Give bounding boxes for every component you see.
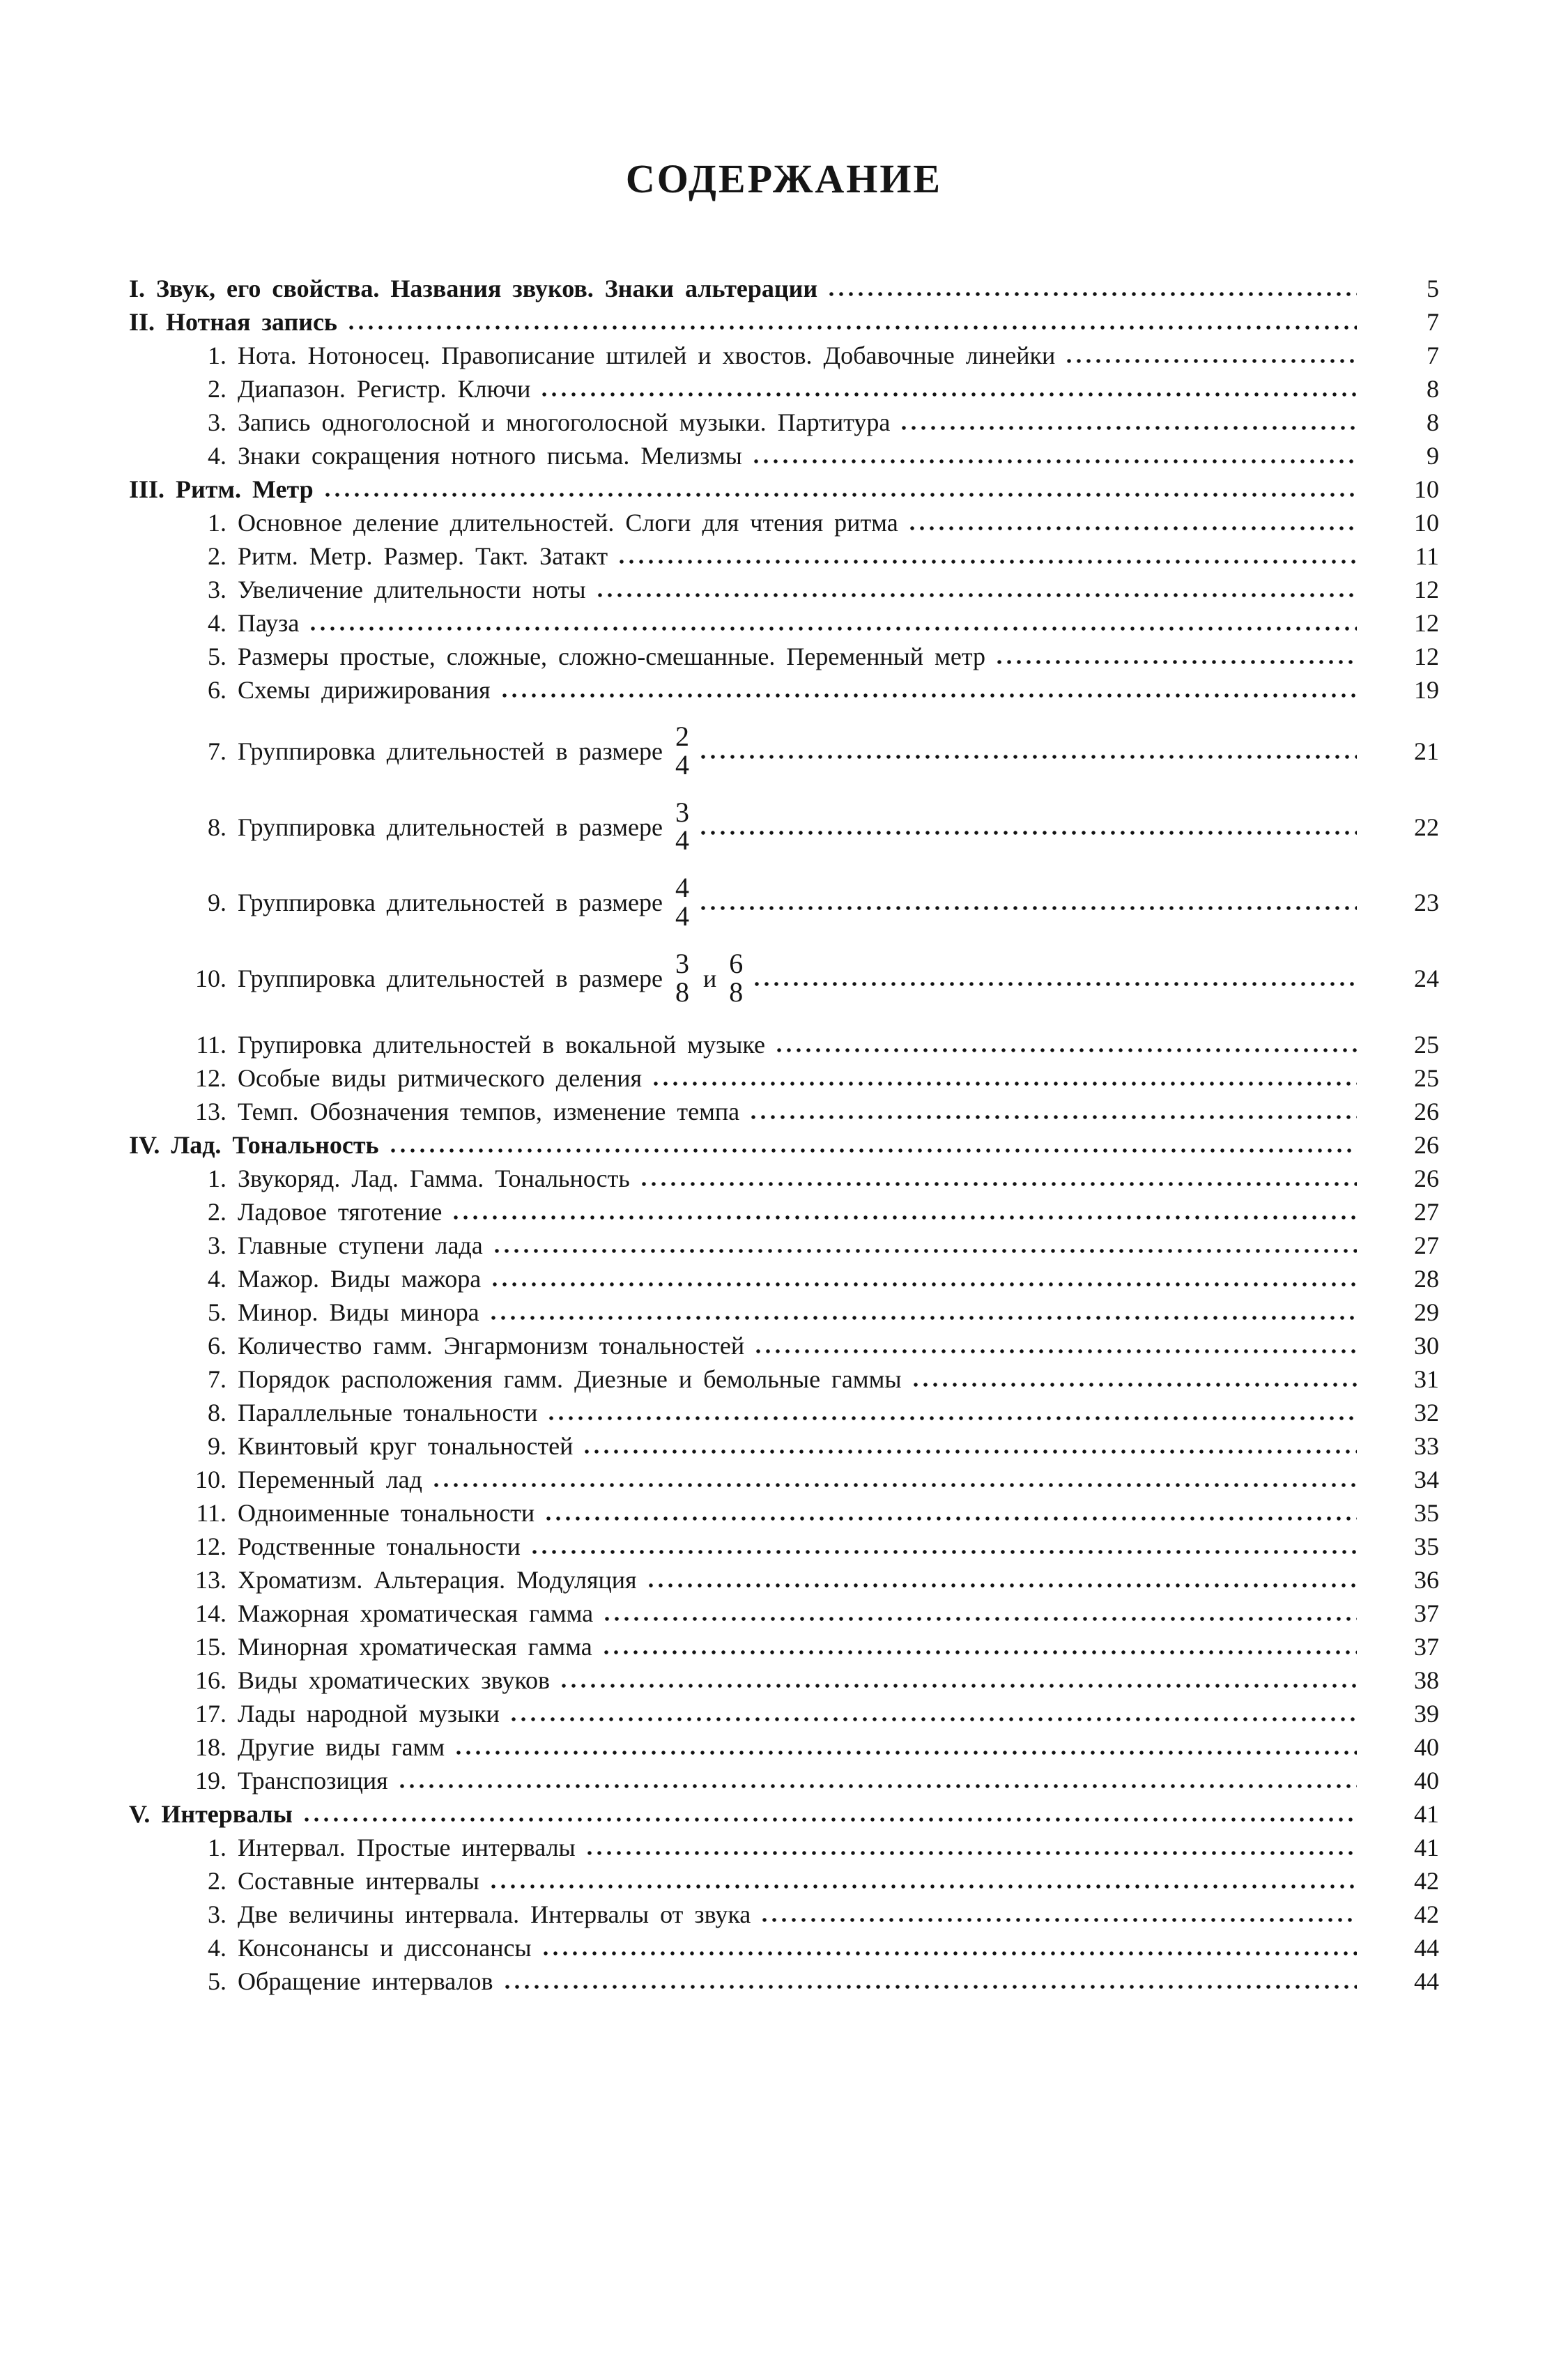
fraction-denominator: 4 bbox=[675, 900, 689, 932]
dot-leader bbox=[561, 1683, 1357, 1689]
toc-entry-label bbox=[238, 1028, 765, 1061]
toc-item-row bbox=[129, 1429, 1439, 1463]
dot-leader bbox=[653, 1081, 1357, 1086]
toc-entry-page: 21 bbox=[1414, 737, 1439, 766]
toc-entry-text: Главные ступени лада bbox=[238, 1231, 483, 1260]
toc-entry-text: Ритм. Метр. Размер. Такт. Затакт bbox=[238, 542, 608, 570]
toc-entry-number: 7. bbox=[208, 737, 226, 766]
toc-entry-label bbox=[238, 1229, 483, 1262]
toc-entry-number: 4. bbox=[208, 1934, 226, 1962]
toc-item-row bbox=[129, 606, 1439, 640]
toc-entry-number: 8. bbox=[208, 1399, 226, 1427]
toc-item-row bbox=[129, 1262, 1439, 1296]
toc-entry-number: V. bbox=[129, 1800, 151, 1829]
toc-entry-page: 39 bbox=[1414, 1700, 1439, 1728]
toc-entry-label bbox=[238, 796, 689, 859]
toc-entry-page: 11 bbox=[1415, 542, 1439, 570]
toc-entry-label bbox=[238, 1195, 442, 1229]
toc-entry-text: Звук, его свойства. Названия звуков. Знаки альтерации bbox=[156, 275, 818, 302]
toc-entry-text: Мажорная хроматическая гамма bbox=[238, 1599, 594, 1628]
toc-entry-number: 16. bbox=[195, 1666, 226, 1695]
fraction-numerator: 2 bbox=[675, 721, 689, 752]
page-title: СОДЕРЖАНИЕ bbox=[625, 156, 943, 201]
toc-entry-page: 27 bbox=[1414, 1231, 1439, 1260]
dot-leader bbox=[494, 1248, 1357, 1254]
toc-entry-number: 6. bbox=[208, 676, 226, 704]
time-signature bbox=[675, 947, 689, 1008]
toc-entry-number: 12. bbox=[195, 1532, 226, 1561]
dot-leader bbox=[304, 1817, 1357, 1822]
toc-entry-number: 1. bbox=[208, 1165, 226, 1193]
toc-item-row bbox=[129, 1597, 1439, 1630]
toc-entry-label bbox=[238, 406, 890, 439]
toc-entry-label bbox=[238, 1463, 422, 1496]
dot-leader bbox=[762, 1917, 1357, 1923]
toc-item-row bbox=[129, 406, 1439, 439]
toc-entry-number: 5. bbox=[208, 1298, 226, 1327]
toc-entry-page: 34 bbox=[1414, 1466, 1439, 1494]
toc-entry-page: 12 bbox=[1414, 643, 1439, 670]
toc-entry-label bbox=[238, 339, 1055, 372]
toc-entry-label bbox=[238, 506, 898, 539]
toc-entry-label bbox=[238, 1362, 902, 1396]
toc-entry-text: Интервалы bbox=[161, 1800, 293, 1829]
toc-entry-label bbox=[238, 872, 689, 934]
toc-entry-page: 26 bbox=[1414, 1098, 1439, 1126]
toc-entry-text: Другие виды гамм bbox=[238, 1733, 445, 1762]
toc-entry-label bbox=[238, 1597, 593, 1630]
toc-page bbox=[0, 156, 1568, 2375]
toc-entry-text: Хроматизм. Альтерация. Модуляция bbox=[238, 1566, 637, 1594]
toc-entry-text: Виды хроматических звуков bbox=[238, 1666, 551, 1695]
toc-item-row bbox=[129, 1229, 1439, 1262]
toc-entry-label bbox=[238, 1697, 500, 1730]
toc-entry-text: Размеры простые, сложные, сложно-смешанные. Переменный метр bbox=[238, 643, 985, 670]
toc-entry-label bbox=[238, 721, 689, 783]
toc-entry-number: 8. bbox=[208, 813, 226, 841]
fraction-joiner: и bbox=[702, 964, 717, 992]
toc-item-row bbox=[129, 439, 1439, 472]
toc-section-row bbox=[129, 472, 1439, 506]
dot-leader bbox=[310, 626, 1357, 631]
toc-entry-text: Параллельные тональности bbox=[238, 1399, 538, 1427]
toc-entry-page: 12 bbox=[1414, 609, 1439, 637]
toc-entry-number: 6. bbox=[208, 1332, 226, 1360]
toc-entry-label bbox=[166, 305, 337, 339]
toc-entry-number: IV. bbox=[129, 1131, 160, 1160]
dot-leader bbox=[597, 592, 1357, 598]
toc-entry-label bbox=[238, 1530, 521, 1563]
toc-entry-text: Особые виды ритмического деления bbox=[238, 1064, 643, 1093]
fraction-numerator: 6 bbox=[729, 947, 744, 979]
toc-entry-number: 11. bbox=[196, 1031, 226, 1059]
toc-entry-label bbox=[238, 1831, 576, 1864]
toc-item-row bbox=[129, 872, 1439, 934]
dot-leader bbox=[901, 425, 1357, 431]
toc-entry-page: 24 bbox=[1414, 964, 1439, 992]
dot-leader bbox=[348, 325, 1357, 330]
dot-leader bbox=[909, 525, 1357, 531]
toc-entry-label bbox=[156, 272, 817, 305]
toc-entry-page: 12 bbox=[1414, 576, 1439, 604]
time-signature bbox=[729, 947, 744, 1008]
dot-leader bbox=[532, 1549, 1357, 1555]
dot-leader bbox=[648, 1583, 1357, 1588]
toc-entry-label bbox=[238, 1563, 637, 1597]
fraction-denominator: 8 bbox=[675, 976, 689, 1008]
dot-leader bbox=[1066, 358, 1357, 364]
dot-leader bbox=[700, 754, 1357, 760]
toc-entry-label bbox=[238, 1095, 739, 1128]
toc-entry-text: Группировка длительностей в размере bbox=[238, 964, 663, 992]
toc-entry-number: 4. bbox=[208, 609, 226, 637]
toc-entry-page: 23 bbox=[1414, 889, 1439, 917]
toc-entry-label bbox=[238, 372, 530, 406]
toc-item-row bbox=[129, 1396, 1439, 1429]
dot-leader bbox=[700, 905, 1357, 911]
toc-entry-page: 26 bbox=[1414, 1131, 1439, 1160]
toc-entry-label bbox=[238, 1061, 642, 1095]
dot-leader bbox=[502, 693, 1357, 698]
toc-entry-number: 13. bbox=[195, 1098, 226, 1126]
dot-leader bbox=[604, 1650, 1357, 1655]
dot-leader bbox=[505, 1984, 1357, 1990]
dot-leader bbox=[587, 1850, 1357, 1856]
toc-entry-text: Консонансы и диссонансы bbox=[238, 1934, 532, 1962]
toc-entry-page: 8 bbox=[1427, 375, 1439, 403]
toc-entry-label bbox=[238, 1965, 493, 1998]
toc-section-row bbox=[129, 305, 1439, 339]
toc-item-row bbox=[129, 947, 1439, 1010]
dot-leader bbox=[543, 1951, 1357, 1956]
toc-entry-text: Транспозиция bbox=[238, 1767, 388, 1795]
toc-item-row bbox=[129, 1530, 1439, 1563]
dot-leader bbox=[619, 559, 1357, 564]
toc-item-row bbox=[129, 1195, 1439, 1229]
toc-item-row bbox=[129, 721, 1439, 783]
toc-entry-text: Запись одноголосной и многоголосной музыки. Партитура bbox=[238, 408, 891, 436]
toc-entry-number: 10. bbox=[195, 1466, 226, 1494]
toc-entry-number: 14. bbox=[195, 1599, 226, 1628]
dot-leader bbox=[604, 1616, 1357, 1622]
toc-entry-page: 41 bbox=[1414, 1834, 1439, 1862]
toc-item-row bbox=[129, 573, 1439, 606]
dot-leader bbox=[751, 1114, 1357, 1120]
toc-item-row bbox=[129, 796, 1439, 859]
dot-leader bbox=[390, 1148, 1357, 1153]
dot-leader bbox=[325, 492, 1357, 498]
toc-entry-text: Переменный лад bbox=[238, 1466, 422, 1494]
dot-leader bbox=[584, 1449, 1357, 1454]
toc-entry-number: 5. bbox=[208, 643, 226, 670]
toc-entry-label bbox=[238, 1864, 479, 1898]
toc-entry-page: 9 bbox=[1427, 442, 1439, 470]
toc-entry-text: Основное деление длительностей. Слоги для чтения ритма bbox=[238, 509, 898, 537]
toc-entry-label bbox=[238, 640, 985, 673]
dot-leader bbox=[491, 1884, 1357, 1889]
toc-entry-label bbox=[238, 947, 744, 1010]
toc-entry-page: 19 bbox=[1414, 676, 1439, 704]
toc-entry-page: 44 bbox=[1414, 1934, 1439, 1962]
toc-item-row bbox=[129, 1296, 1439, 1329]
toc-entry-page: 7 bbox=[1427, 308, 1439, 336]
toc-entry-label bbox=[238, 1396, 537, 1429]
toc-entry-number: 3. bbox=[208, 576, 226, 604]
toc-entry-page: 32 bbox=[1414, 1399, 1439, 1427]
toc-entry-text: Группировка длительностей в размере bbox=[238, 813, 663, 841]
toc-entry-page: 28 bbox=[1414, 1265, 1439, 1293]
toc-entry-number: 12. bbox=[195, 1064, 226, 1093]
toc-entry-page: 44 bbox=[1414, 1967, 1439, 1996]
toc-entry-page: 37 bbox=[1414, 1599, 1439, 1628]
toc-entry-label bbox=[238, 1898, 751, 1931]
toc-entry-label bbox=[238, 1931, 532, 1965]
toc-entry-label bbox=[238, 1429, 573, 1463]
toc-entry-page: 33 bbox=[1414, 1432, 1439, 1461]
toc-item-row bbox=[129, 1697, 1439, 1730]
toc-entry-text: Знаки сокращения нотного письма. Мелизмы bbox=[238, 442, 742, 470]
toc-entry-number: 1. bbox=[208, 341, 226, 369]
toc-entry-label bbox=[238, 539, 608, 573]
toc-entry-label bbox=[171, 1128, 378, 1162]
toc-entry-page: 29 bbox=[1414, 1298, 1439, 1327]
toc-item-row bbox=[129, 1730, 1439, 1764]
toc-item-row bbox=[129, 1663, 1439, 1697]
time-signature bbox=[675, 723, 689, 780]
toc-entry-number: 9. bbox=[208, 889, 226, 917]
toc-entry-text: Звукоряд. Лад. Гамма. Тональность bbox=[238, 1165, 630, 1193]
toc-entry-label bbox=[238, 1730, 445, 1764]
toc-entry-page: 10 bbox=[1414, 475, 1439, 503]
toc-entry-number: 4. bbox=[208, 442, 226, 470]
toc-entry-page: 35 bbox=[1414, 1532, 1439, 1561]
toc-entry-label bbox=[238, 1663, 550, 1697]
toc-item-row bbox=[129, 1831, 1439, 1864]
dot-leader bbox=[776, 1047, 1357, 1053]
toc-item-row bbox=[129, 1162, 1439, 1195]
fraction-denominator: 8 bbox=[729, 976, 744, 1008]
toc-item-row bbox=[129, 1931, 1439, 1965]
toc-entry-number: 18. bbox=[195, 1733, 226, 1762]
toc-entry-number: 3. bbox=[208, 1900, 226, 1929]
fraction-denominator: 4 bbox=[675, 748, 689, 781]
toc-item-row bbox=[129, 1563, 1439, 1597]
toc-entry-text: Родственные тональности bbox=[238, 1532, 521, 1561]
dot-leader bbox=[511, 1716, 1357, 1722]
toc-entry-page: 31 bbox=[1414, 1365, 1439, 1394]
dot-leader bbox=[754, 981, 1357, 987]
toc-entry-text: Количество гамм. Энгармонизм тональностей bbox=[238, 1332, 745, 1360]
toc-entry-number: 2. bbox=[208, 375, 226, 403]
dot-leader bbox=[548, 1415, 1357, 1421]
toc-entry-page: 25 bbox=[1414, 1031, 1439, 1059]
fraction-denominator: 4 bbox=[675, 824, 689, 856]
toc-list bbox=[129, 272, 1439, 1998]
fraction-numerator: 3 bbox=[675, 947, 689, 979]
dot-leader bbox=[700, 830, 1357, 836]
toc-entry-number: 9. bbox=[208, 1432, 226, 1461]
toc-entry-text: Интервал. Простые интервалы bbox=[238, 1834, 576, 1862]
toc-entry-number: II. bbox=[129, 308, 155, 336]
toc-entry-label bbox=[238, 606, 299, 640]
toc-item-row bbox=[129, 1329, 1439, 1362]
toc-entry-number: 2. bbox=[208, 1867, 226, 1896]
toc-entry-number: III. bbox=[129, 475, 165, 503]
toc-entry-page: 25 bbox=[1414, 1064, 1439, 1093]
toc-entry-number: 1. bbox=[208, 509, 226, 537]
toc-entry-label bbox=[176, 472, 314, 506]
toc-entry-text: Составные интервалы bbox=[238, 1867, 479, 1896]
toc-item-row bbox=[129, 372, 1439, 406]
toc-entry-number: 10. bbox=[195, 964, 226, 992]
toc-entry-page: 5 bbox=[1427, 275, 1439, 302]
toc-item-row bbox=[129, 673, 1439, 707]
dot-leader bbox=[753, 459, 1357, 464]
toc-entry-number: 17. bbox=[195, 1700, 226, 1728]
toc-item-row bbox=[129, 339, 1439, 372]
toc-entry-page: 30 bbox=[1414, 1332, 1439, 1360]
toc-item-row bbox=[129, 1496, 1439, 1530]
toc-entry-number: 3. bbox=[208, 408, 226, 436]
toc-entry-number: 3. bbox=[208, 1231, 226, 1260]
toc-entry-text: Лад. Тональность bbox=[171, 1131, 379, 1160]
toc-entry-text: Квинтовый круг тональностей bbox=[238, 1432, 574, 1461]
toc-entry-page: 42 bbox=[1414, 1900, 1439, 1929]
toc-entry-text: Мажор. Виды мажора bbox=[238, 1265, 482, 1293]
time-signature bbox=[675, 796, 689, 856]
toc-entry-label bbox=[238, 673, 491, 707]
toc-entry-text: Минор. Виды минора bbox=[238, 1298, 479, 1327]
dot-leader bbox=[913, 1382, 1357, 1388]
toc-entry-page: 41 bbox=[1414, 1800, 1439, 1829]
fraction-numerator: 4 bbox=[675, 872, 689, 904]
toc-entry-text: Темп. Обозначения темпов, изменение темпа bbox=[238, 1098, 740, 1126]
toc-entry-label bbox=[238, 1329, 744, 1362]
toc-item-row bbox=[129, 1463, 1439, 1496]
toc-entry-text: Увеличение длительности ноты bbox=[238, 576, 586, 604]
toc-item-row bbox=[129, 1630, 1439, 1663]
dot-leader bbox=[492, 1282, 1357, 1287]
time-signature bbox=[675, 874, 689, 931]
toc-entry-number: 11. bbox=[196, 1499, 226, 1528]
toc-entry-page: 36 bbox=[1414, 1566, 1439, 1594]
dot-leader bbox=[755, 1348, 1357, 1354]
toc-entry-label bbox=[238, 1496, 535, 1530]
toc-item-row bbox=[129, 1028, 1439, 1061]
toc-entry-label bbox=[238, 1630, 592, 1663]
fraction-numerator: 3 bbox=[675, 796, 689, 828]
toc-entry-page: 38 bbox=[1414, 1666, 1439, 1695]
toc-entry-page: 8 bbox=[1427, 408, 1439, 436]
toc-entry-number: 7. bbox=[208, 1365, 226, 1394]
toc-section-row bbox=[129, 1797, 1439, 1831]
toc-entry-page: 40 bbox=[1414, 1733, 1439, 1762]
toc-entry-text: Нотная запись bbox=[166, 308, 337, 336]
toc-entry-label bbox=[238, 1262, 481, 1296]
toc-entry-text: Схемы дирижирования bbox=[238, 676, 491, 704]
toc-entry-label bbox=[238, 1162, 630, 1195]
toc-entry-page: 27 bbox=[1414, 1198, 1439, 1227]
toc-entry-number: 15. bbox=[195, 1633, 226, 1661]
toc-entry-page: 42 bbox=[1414, 1867, 1439, 1896]
toc-entry-text: Минорная хроматическая гамма bbox=[238, 1633, 592, 1661]
toc-entry-page: 40 bbox=[1414, 1767, 1439, 1795]
toc-entry-number: 2. bbox=[208, 542, 226, 570]
toc-entry-text: Две величины интервала. Интервалы от звука bbox=[238, 1900, 751, 1929]
toc-item-row bbox=[129, 506, 1439, 539]
toc-section-row bbox=[129, 272, 1439, 305]
toc-entry-number: 13. bbox=[195, 1566, 226, 1594]
toc-entry-text: Одноименные тональности bbox=[238, 1499, 535, 1528]
toc-entry-text: Групировка длительностей в вокальной музыке bbox=[238, 1031, 765, 1059]
dot-leader bbox=[997, 659, 1357, 665]
toc-entry-page: 10 bbox=[1414, 509, 1439, 537]
dot-leader bbox=[433, 1482, 1357, 1488]
toc-entry-text: Нота. Нотоносец. Правописание штилей и хвостов. Добавочные линейки bbox=[238, 341, 1056, 369]
toc-entry-text: Диапазон. Регистр. Ключи bbox=[238, 375, 531, 403]
toc-entry-text: Лады народной музыки bbox=[238, 1700, 500, 1728]
toc-entry-number: 2. bbox=[208, 1198, 226, 1227]
toc-section-row bbox=[129, 1128, 1439, 1162]
toc-entry-label bbox=[238, 573, 586, 606]
toc-entry-text: Группировка длительностей в размере bbox=[238, 737, 663, 766]
toc-entry-text: Порядок расположения гамм. Диезные и бемольные гаммы bbox=[238, 1365, 902, 1394]
toc-item-row bbox=[129, 1061, 1439, 1095]
toc-entry-page: 35 bbox=[1414, 1499, 1439, 1528]
dot-leader bbox=[456, 1750, 1357, 1755]
toc-item-row bbox=[129, 640, 1439, 673]
toc-entry-number: 5. bbox=[208, 1967, 226, 1996]
dot-leader bbox=[541, 392, 1357, 397]
toc-entry-page: 22 bbox=[1414, 813, 1439, 841]
toc-entry-number: I. bbox=[129, 275, 146, 302]
toc-entry-number: 4. bbox=[208, 1265, 226, 1293]
toc-item-row bbox=[129, 539, 1439, 573]
dot-leader bbox=[491, 1315, 1357, 1321]
toc-item-row bbox=[129, 1362, 1439, 1396]
toc-entry-number: 1. bbox=[208, 1834, 226, 1862]
toc-item-row bbox=[129, 1864, 1439, 1898]
toc-entry-text: Группировка длительностей в размере bbox=[238, 889, 663, 917]
toc-entry-text: Пауза bbox=[238, 609, 300, 637]
toc-entry-page: 7 bbox=[1427, 341, 1439, 369]
toc-entry-text: Ритм. Метр bbox=[176, 475, 314, 503]
toc-entry-label bbox=[238, 1764, 388, 1797]
dot-leader bbox=[641, 1181, 1357, 1187]
dot-leader bbox=[546, 1516, 1357, 1521]
toc-entry-text: Ладовое тяготение bbox=[238, 1198, 443, 1227]
toc-entry-page: 37 bbox=[1414, 1633, 1439, 1661]
toc-item-row bbox=[129, 1095, 1439, 1128]
dot-leader bbox=[453, 1215, 1357, 1220]
toc-item-row bbox=[129, 1764, 1439, 1797]
toc-entry-label bbox=[161, 1797, 293, 1831]
toc-item-row bbox=[129, 1898, 1439, 1931]
dot-leader bbox=[399, 1783, 1357, 1789]
toc-entry-text: Обращение интервалов bbox=[238, 1967, 493, 1996]
toc-entry-label bbox=[238, 439, 742, 472]
toc-entry-number: 19. bbox=[195, 1767, 226, 1795]
toc-item-row bbox=[129, 1965, 1439, 1998]
dot-leader bbox=[829, 291, 1357, 297]
toc-entry-page: 26 bbox=[1414, 1165, 1439, 1193]
toc-entry-label bbox=[238, 1296, 479, 1329]
